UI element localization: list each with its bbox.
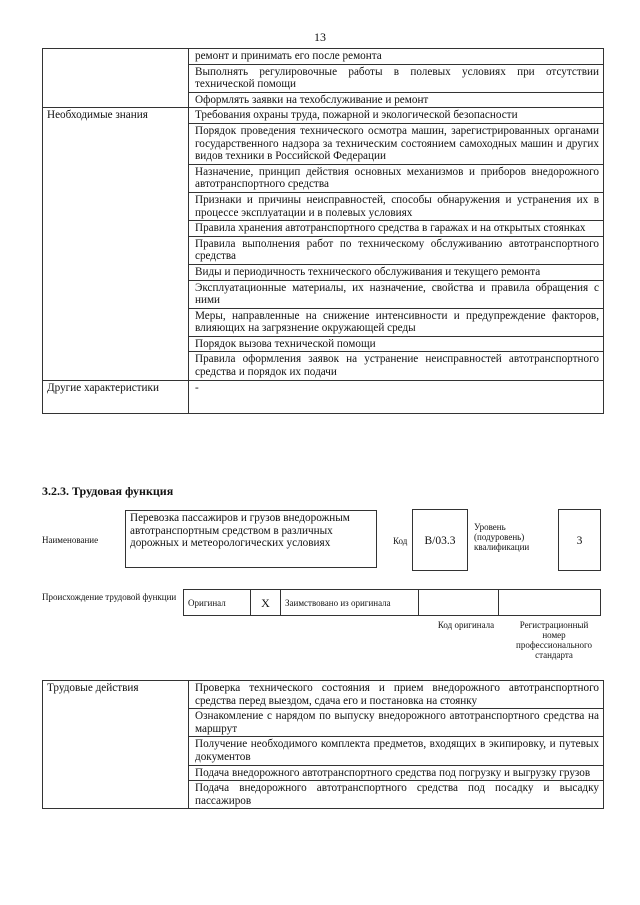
page-number: 13 [314,30,326,44]
borrowed-cell: Заимствовано из оригинала [281,590,419,615]
table-cell: Правила выполнения работ по техническому обслуживанию автотранспортного средства [189,236,604,264]
table-cell: Ознакомление с нарядом по выпуску внедорожного автотранспортного средства на маршрут [189,709,604,737]
knowledge-table [42,48,604,414]
table-cell: Проверка технического состояния и прием внедорожного автотранспортного средства перед выездом, сдача его и постановка на стоянку [189,681,604,709]
table-label-cell [43,49,189,108]
table-label-cell: Другие характеристики [43,380,189,413]
origin-row [183,589,601,616]
table-label-cell: Необходимые знания [43,108,189,380]
level-label: Уровень (подуровень) квалификации [474,522,530,552]
table-cell: - [189,380,604,413]
table-cell: Назначение, принцип действия основных механизмов и приборов внедорожного автотранспортного средства [189,164,604,192]
table-cell: ремонт и принимать его после ремонта [189,49,604,65]
table-label-cell: Трудовые действия [43,681,189,809]
original-mark: X [251,590,281,615]
section-title: 3.2.3. Трудовая функция [42,484,174,498]
table-cell: Порядок вызова технической помощи [189,336,604,352]
function-name-box: Перевозка пассажиров и грузов внедорожным автотранспортным средством в различных дорожных и метеорологических условиях [125,510,377,568]
original-cell: Оригинал [184,590,251,615]
table-row [43,380,604,413]
labor-actions-table [42,680,604,809]
table-cell: Выполнять регулировочные работы в полевых условиях при отсутствии технической помощи [189,64,604,92]
table-cell: Правила хранения автотранспортного средства в гаражах и на открытых стоянках [189,221,604,237]
table-cell: Меры, направленные на снижение интенсивности и предупреждение факторов, влияющих на загрязнение окружающей среды [189,308,604,336]
table-cell: Порядок проведения технического осмотра машин, зарегистрированных органами государственного надзора за техническим состоянием самоходных машин и других видов техники в Российской Федерации [189,123,604,164]
table-row [43,681,604,709]
original-code-caption: Код оригинала [437,620,495,630]
table-cell: Виды и периодичность технического обслуживания и текущего ремонта [189,264,604,280]
table-cell: Признаки и причины неисправностей, способы обнаружения и устранения их в процессе эксплуатации и в полевых условиях [189,192,604,220]
registration-number-caption: Регистрационный номер профессионального стандарта [516,620,592,660]
level-value: 3 [558,509,601,571]
table-cell: Подача внедорожного автотранспортного средства под погрузку и выгрузку грузов [189,765,604,781]
code-value: B/03.3 [412,509,468,571]
original-code-cell [419,590,499,615]
table-cell: Требования охраны труда, пожарной и экологической безопасности [189,108,604,124]
name-label: Наименование [42,535,99,545]
table-cell: Эксплуатационные материалы, их назначение, свойства и правила обращения с ними [189,280,604,308]
table-cell: Оформлять заявки на техобслуживание и ремонт [189,92,604,108]
table-cell: Получение необходимого комплекта предметов, входящих в экипировку, и путевых документов [189,737,604,765]
table-row [43,108,604,124]
table-cell: Правила оформления заявок на устранение неисправностей автотранспортного средства и порядок их подачи [189,352,604,380]
registration-number-cell [499,590,600,615]
code-label: Код [393,536,408,546]
origin-label: Происхождение трудовой функции [42,592,177,602]
table-row [43,49,604,65]
table-cell: Подача внедорожного автотранспортного средства под посадку и высадку пассажиров [189,781,604,809]
